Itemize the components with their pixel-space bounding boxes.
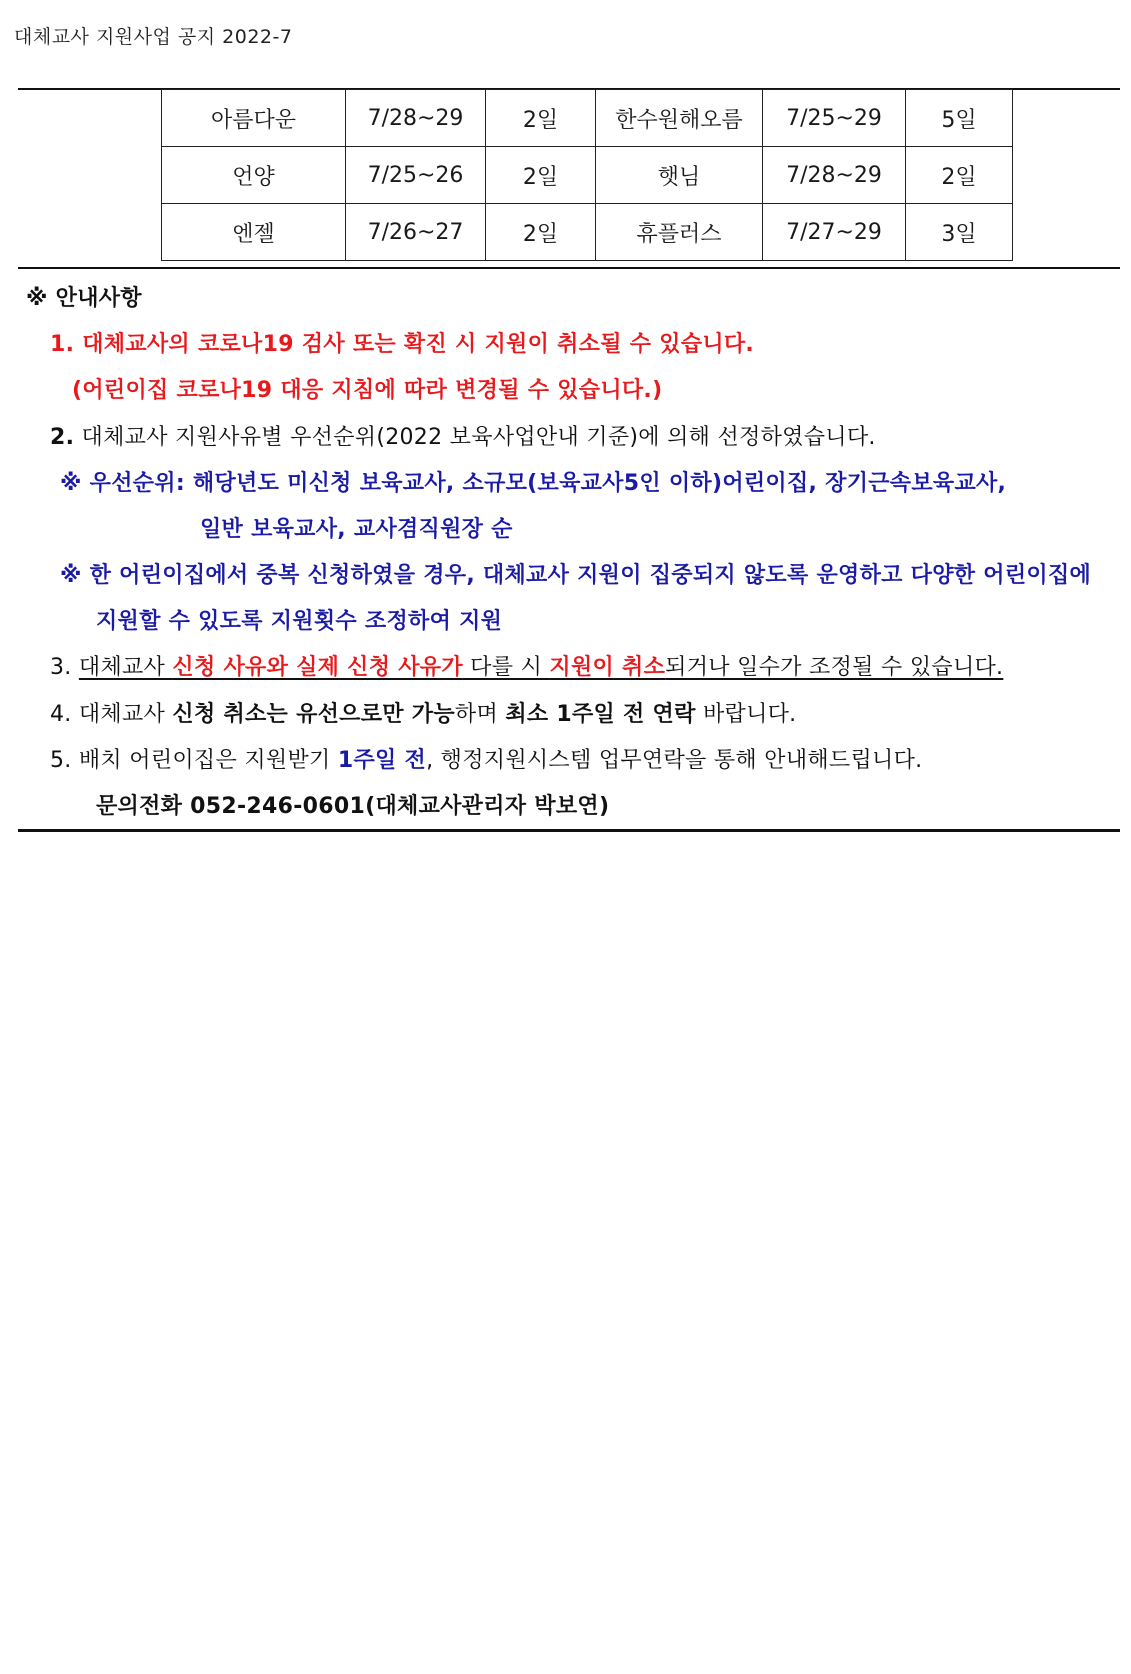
priority-note-continued: 일반 보육교사, 교사겸직원장 순 — [200, 517, 513, 542]
date-range-cell: 7/27~29 — [763, 204, 906, 261]
date-range-cell: 7/25~26 — [346, 147, 486, 204]
days-cell: 2일 — [486, 204, 596, 261]
bold-text: 신청 취소는 유선으로만 가능 — [172, 702, 455, 727]
date-range-cell: 7/25~29 — [763, 90, 906, 147]
text-part: 하며 — [454, 702, 506, 727]
highlight-text: 지원이 취소 — [549, 655, 666, 680]
notice-item-3 — [50, 650, 1003, 681]
date-range-cell: 7/28~29 — [346, 90, 486, 147]
item-number: 2. — [50, 425, 75, 450]
notice-item-2 — [50, 420, 876, 451]
daycare-name-cell: 엔젤 — [162, 204, 346, 261]
highlight-text: 신청 사유와 실제 신청 사유가 — [172, 655, 463, 680]
daycare-name-cell: 한수원해오름 — [596, 90, 763, 147]
days-cell: 3일 — [906, 204, 1013, 261]
days-cell: 5일 — [906, 90, 1013, 147]
bold-text: 최소 1주일 전 연락 — [505, 702, 696, 727]
notice-item-1-sub: (어린이집 코로나19 대응 지침에 따라 변경될 수 있습니다.) — [72, 378, 663, 403]
priority-note: ※ 우선순위: 해당년도 미신청 보육교사, 소규모(보육교사5인 이하)어린이집, 장기근속보육교사, — [60, 471, 1007, 496]
highlight-text: 1주일 전 — [337, 748, 427, 773]
text-part: 다를 시 — [462, 655, 550, 680]
notice-heading: ※ 안내사항 — [26, 286, 142, 311]
daycare-name-cell: 휴플러스 — [596, 204, 763, 261]
daycare-name-cell: 햇님 — [596, 147, 763, 204]
notice-item-4 — [50, 697, 796, 728]
date-range-cell: 7/26~27 — [346, 204, 486, 261]
text-part: 바랍니다. — [695, 702, 797, 727]
notice-bottom-rule — [18, 829, 1120, 832]
daycare-name-cell: 아름다운 — [162, 90, 346, 147]
item-3-underlined-text — [79, 655, 1003, 680]
duplicate-note-continued: 지원할 수 있도록 지원횟수 조정하여 지원 — [96, 609, 503, 634]
days-cell: 2일 — [486, 90, 596, 147]
table-row — [162, 147, 1013, 204]
daycare-name-cell: 언양 — [162, 147, 346, 204]
text-part: 4. 대체교사 — [50, 702, 173, 727]
text-part: 대체교사 — [78, 655, 173, 680]
table-bottom-rule — [18, 267, 1120, 269]
days-cell: 2일 — [486, 147, 596, 204]
days-cell: 2일 — [906, 147, 1013, 204]
date-range-cell: 7/28~29 — [763, 147, 906, 204]
schedule-table — [161, 89, 1013, 261]
text-part: 5. 배치 어린이집은 지원받기 — [50, 748, 338, 773]
table-row — [162, 204, 1013, 261]
contact-line: 문의전화 052-246-0601(대체교사관리자 박보연) — [96, 794, 610, 819]
notice-item-1: 1. 대체교사의 코로나19 검사 또는 확진 시 지원이 취소될 수 있습니다. — [50, 332, 755, 357]
item-number: 3. — [50, 655, 79, 680]
notice-item-5 — [50, 743, 922, 774]
text-part: , 행정지원시스템 업무연락을 통해 안내해드립니다. — [426, 748, 923, 773]
item-text: 대체교사 지원사유별 우선순위(2022 보육사업안내 기준)에 의해 선정하였습니다. — [74, 425, 876, 450]
duplicate-note: ※ 한 어린이집에서 중복 신청하였을 경우, 대체교사 지원이 집중되지 않도록 운영하고 다양한 어린이집에 — [60, 563, 1092, 588]
text-part: 되거나 일수가 조정될 수 있습니다. — [665, 655, 1004, 680]
table-row — [162, 90, 1013, 147]
document-header: 대체교사 지원사업 공지 2022-7 — [14, 26, 293, 48]
